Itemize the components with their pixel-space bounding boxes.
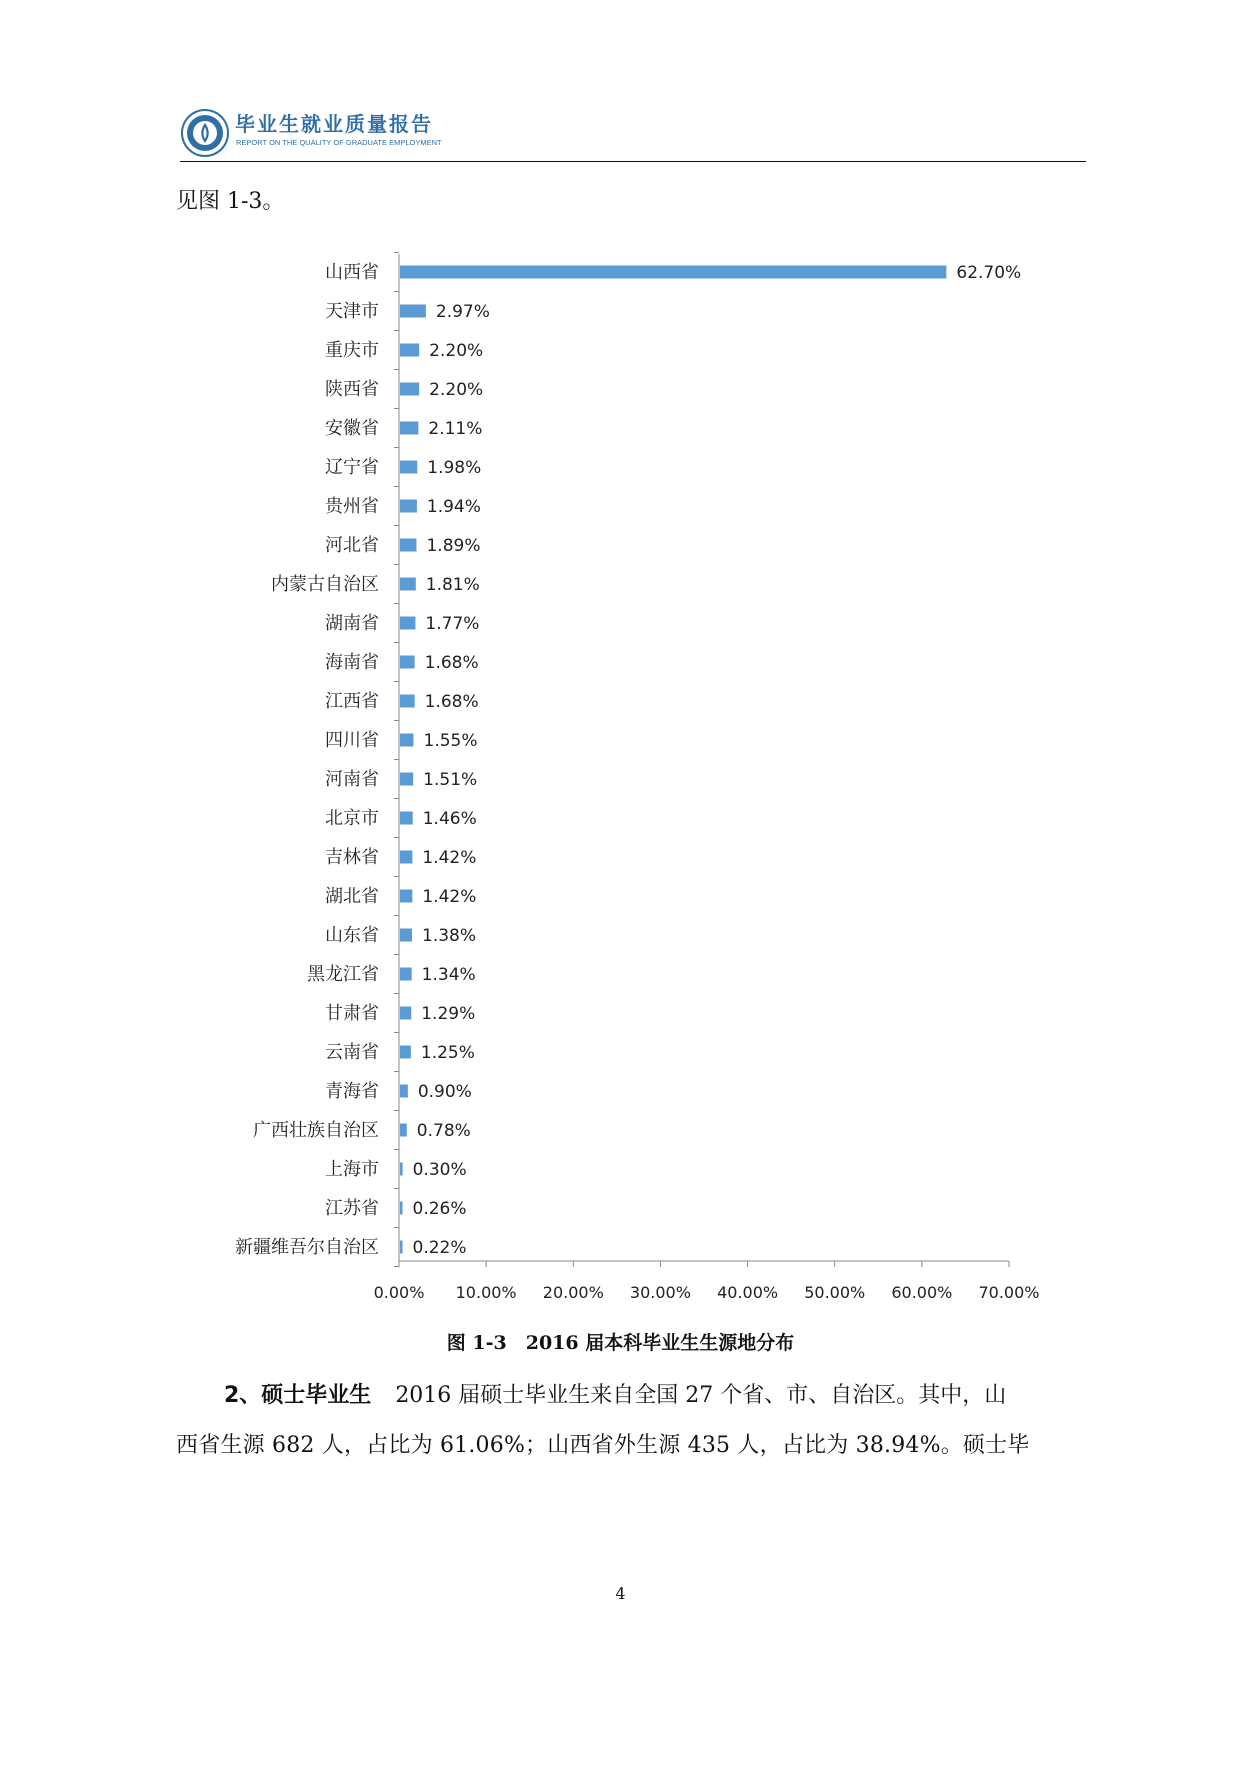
report-subtitle: REPORT ON THE QUALITY OF GRADUATE EMPLOYMENT [236,138,442,147]
category-label: 黑龙江省 [307,964,379,985]
bar [400,734,414,747]
x-tick-label: 20.00% [542,1283,604,1302]
report-title: 毕业生就业质量报告 [235,112,433,136]
data-label: 0.22% [412,1238,467,1258]
category-label: 吉林省 [325,847,379,868]
category-label: 广西壮族自治区 [253,1120,379,1141]
data-label: 1.34% [421,965,476,985]
data-label: 1.38% [422,926,477,946]
bar [400,461,417,474]
category-label: 安徽省 [325,418,379,439]
category-label: 河北省 [325,535,379,556]
data-label: 1.25% [420,1043,475,1063]
data-label: 2.20% [429,341,484,361]
bar [400,617,415,630]
category-label: 江西省 [325,691,379,712]
data-label: 62.70% [956,263,1022,283]
category-label: 湖南省 [325,613,379,634]
bar [400,695,415,708]
category-label: 辽宁省 [325,457,379,478]
data-label: 1.42% [422,848,477,868]
data-label: 1.42% [422,887,477,907]
data-label: 1.46% [422,809,477,829]
bar [400,1124,407,1137]
section-heading: 2、硕士毕业生 [224,1383,372,1408]
paragraph-line-1 [176,1378,1066,1409]
data-label: 2.11% [428,419,483,439]
x-tick-label: 30.00% [629,1283,691,1302]
bar [400,1202,403,1215]
data-label: 1.68% [424,653,479,673]
category-label: 江苏省 [325,1198,379,1219]
data-label: 1.77% [425,614,480,634]
data-label: 0.26% [412,1199,467,1219]
category-label: 四川省 [325,730,379,751]
x-tick-label: 50.00% [804,1283,866,1302]
category-label: 湖北省 [325,886,379,907]
category-label: 上海市 [325,1159,379,1180]
category-label: 甘肃省 [325,1003,379,1024]
paragraph-text-1: 2016 届硕士毕业生来自全国 27 个省、市、自治区。其中，山 [395,1383,1007,1408]
data-label: 2.97% [435,302,490,322]
category-label: 河南省 [325,769,379,790]
bar [400,578,416,591]
category-label: 海南省 [325,652,379,673]
data-label: 1.29% [421,1004,476,1024]
category-label: 天津市 [325,301,379,322]
bar [400,1085,408,1098]
paragraph-line-2: 西省生源 682 人，占比为 61.06%；山西省外生源 435 人，占比为 38.94%。硕士毕 [176,1433,1030,1458]
bar [400,422,418,435]
bar [400,656,415,669]
category-label: 北京市 [325,808,379,829]
category-label: 山东省 [325,925,379,946]
x-tick-label: 70.00% [978,1283,1040,1302]
bar [400,773,413,786]
category-label: 陕西省 [325,379,379,400]
data-label: 0.30% [412,1160,467,1180]
bar [400,1163,403,1176]
category-label: 山西省 [325,262,379,283]
bar [400,500,417,513]
data-label: 0.78% [416,1121,471,1141]
page-number: 4 [615,1584,626,1603]
data-label: 1.89% [426,536,481,556]
bar [400,383,419,396]
category-label: 云南省 [325,1042,379,1063]
category-label: 贵州省 [325,496,379,517]
bar [400,968,412,981]
bar [400,266,946,279]
data-label: 1.98% [427,458,482,478]
x-tick-label: 0.00% [373,1283,425,1302]
intro-text: 见图 1-3。 [176,189,285,214]
bar [400,890,412,903]
x-tick-label: 40.00% [717,1283,779,1302]
data-label: 0.90% [417,1082,472,1102]
bar [400,344,419,357]
x-tick-label: 10.00% [455,1283,517,1302]
bar [400,539,416,552]
data-label: 1.94% [426,497,481,517]
bar [400,305,426,318]
category-label: 重庆市 [325,340,379,361]
data-label: 1.51% [423,770,478,790]
bar [400,851,412,864]
category-label: 新疆维吾尔自治区 [235,1237,379,1258]
category-label: 青海省 [325,1081,379,1102]
bar [400,1046,411,1059]
data-label: 1.68% [424,692,479,712]
bar [400,812,413,825]
data-label: 1.81% [425,575,480,595]
x-tick-label: 60.00% [891,1283,953,1302]
data-label: 1.55% [423,731,478,751]
figure-caption: 图 1-3 2016 届本科毕业生生源地分布 [446,1332,795,1354]
data-label: 2.20% [429,380,484,400]
bar [400,929,412,942]
category-label: 内蒙古自治区 [271,574,379,595]
bar [400,1241,403,1254]
bar [400,1007,411,1020]
